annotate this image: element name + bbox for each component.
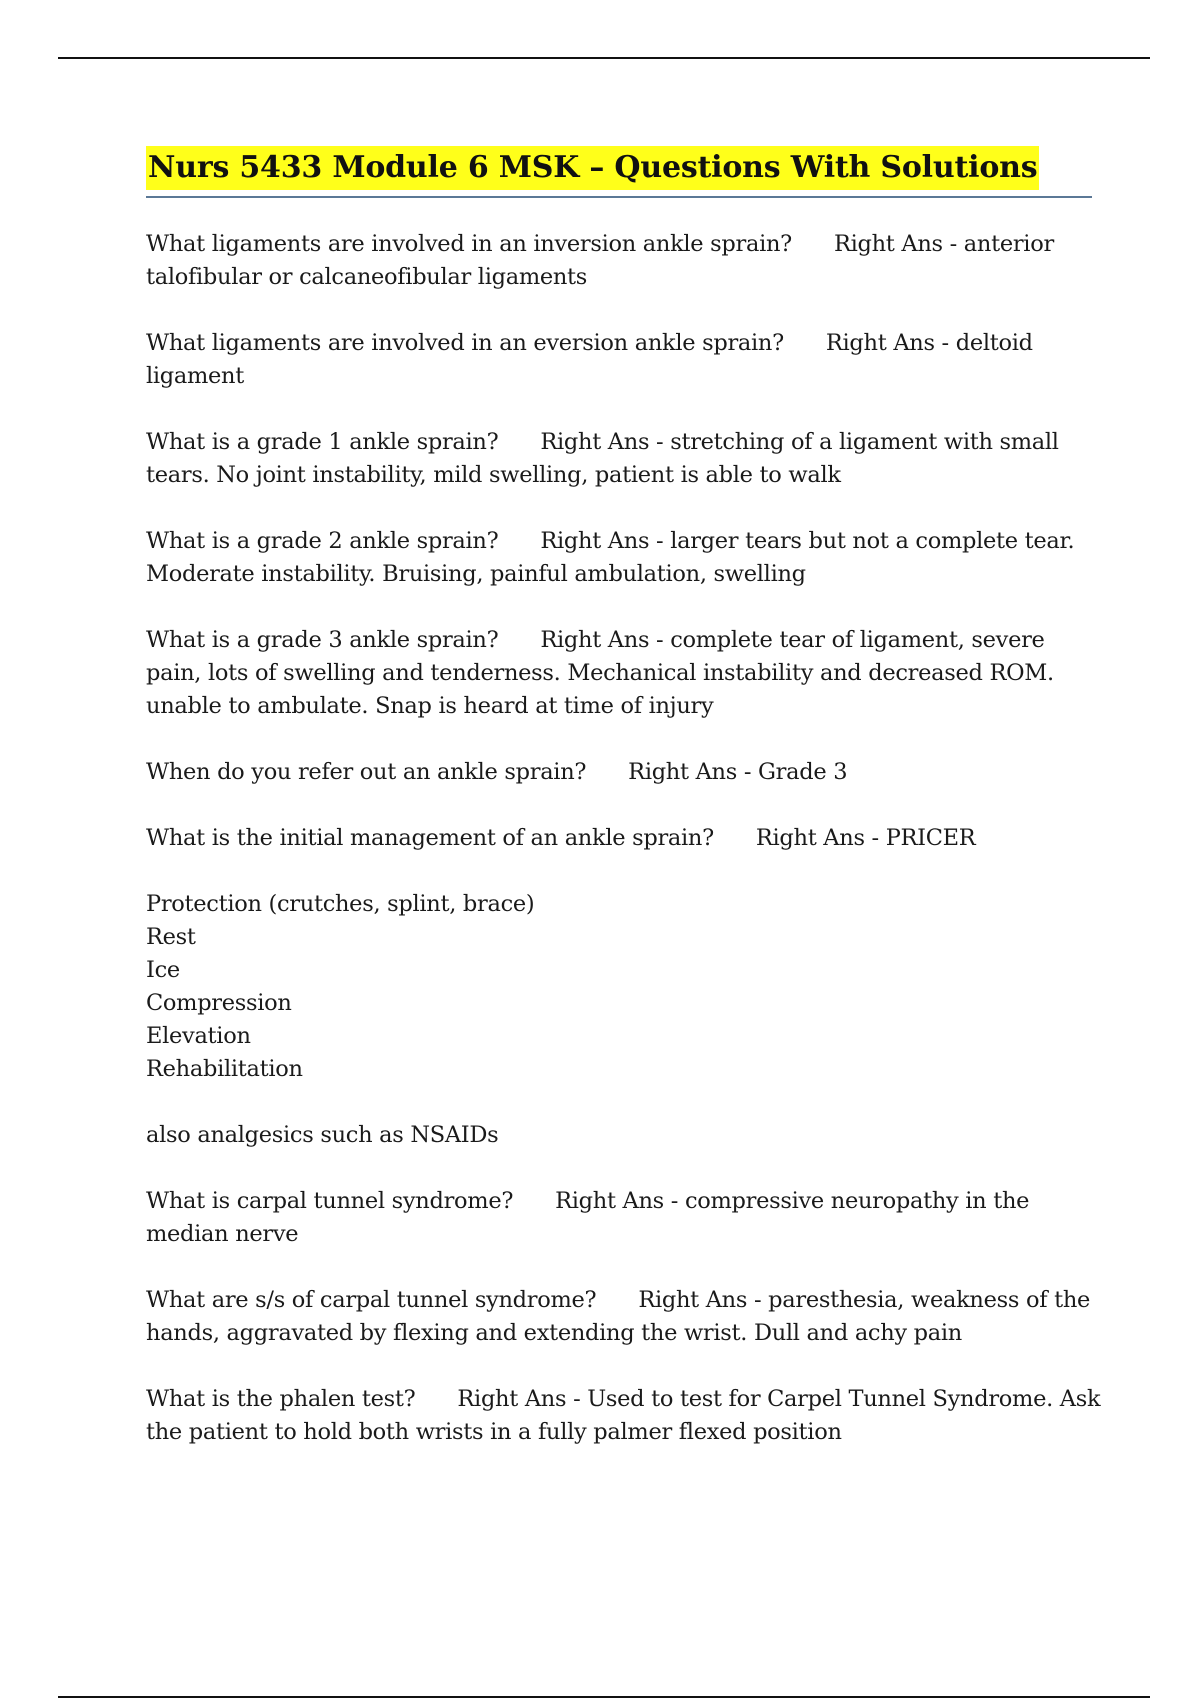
qa-item: [146, 756, 1106, 789]
qa-item: [146, 822, 1106, 855]
answer-text: complete tear of ligament, severe pain, lots of swelling and tenderness. Mechanical instability and decreased ROM. unable to ambulate. Snap is heard at time of injury: [146, 627, 1054, 719]
question-text: What is a grade 2 ankle sprain?: [146, 528, 499, 554]
qa-item: [146, 228, 1106, 294]
answer-text: compressive neuropathy in the median nerve: [146, 1188, 1030, 1247]
answer-label: Right Ans -: [555, 1188, 679, 1214]
title-underline: [146, 196, 1092, 198]
document-body: [146, 146, 1106, 1482]
question-text: What is the phalen test?: [146, 1386, 416, 1412]
answer-text: paresthesia, weakness of the hands, aggravated by flexing and extending the wrist. Dull and achy pain: [146, 1287, 1091, 1346]
page-bottom-rule: [58, 1696, 1150, 1698]
question-text: What is carpal tunnel syndrome?: [146, 1188, 514, 1214]
question-text: What are s/s of carpal tunnel syndrome?: [146, 1287, 597, 1313]
qa-item: [146, 1383, 1106, 1449]
question-text: When do you refer out an ankle sprain?: [146, 759, 587, 785]
answer-label: Right Ans -: [755, 825, 879, 851]
answer-label: Right Ans -: [833, 231, 957, 257]
question-text: What is a grade 3 ankle sprain?: [146, 627, 499, 653]
answer-label: Right Ans -: [540, 528, 664, 554]
answer-label: Right Ans -: [540, 627, 664, 653]
qa-list-ankle: [146, 228, 1106, 855]
pricer-item: Rehabilitation: [146, 1056, 303, 1082]
document-title: Nurs 5433 Module 6 MSK – Questions With Solutions: [146, 146, 1039, 190]
answer-label: Right Ans -: [628, 759, 752, 785]
qa-item: [146, 525, 1106, 591]
answer-text: PRICER: [885, 825, 976, 851]
pricer-item: Ice: [146, 957, 180, 983]
question-text: What is the initial management of an ankle sprain?: [146, 825, 714, 851]
answer-text: stretching of a ligament with small tears. No joint instability, mild swelling, patient is able to walk: [146, 429, 1059, 488]
qa-item: [146, 1284, 1106, 1350]
pricer-item: Protection (crutches, splint, brace): [146, 891, 535, 917]
answer-label: Right Ans -: [540, 429, 664, 455]
answer-label: Right Ans -: [825, 330, 949, 356]
pricer-note: also analgesics such as NSAIDs: [146, 1122, 499, 1148]
pricer-item: Compression: [146, 990, 292, 1016]
pricer-list: [146, 888, 1106, 1086]
qa-item: [146, 426, 1106, 492]
answer-text: deltoid ligament: [146, 330, 1033, 389]
qa-list-carpal: [146, 1185, 1106, 1449]
question-text: What ligaments are involved in an eversion ankle sprain?: [146, 330, 784, 356]
answer-text: Grade 3: [758, 759, 848, 785]
qa-item: [146, 1185, 1106, 1251]
pricer-item: Rest: [146, 924, 196, 950]
answer-label: Right Ans -: [457, 1386, 581, 1412]
answer-text: larger tears but not a complete tear. Moderate instability. Bruising, painful ambulation, swelling: [146, 528, 1075, 587]
pricer-item: Elevation: [146, 1023, 251, 1049]
answer-text: anterior talofibular or calcaneofibular ligaments: [146, 231, 1054, 290]
question-text: What is a grade 1 ankle sprain?: [146, 429, 499, 455]
question-text: What ligaments are involved in an inversion ankle sprain?: [146, 231, 792, 257]
answer-text: Used to test for Carpel Tunnel Syndrome. Ask the patient to hold both wrists in a fully palmer flexed position: [146, 1386, 1101, 1445]
qa-item: [146, 327, 1106, 393]
page-top-rule: [58, 57, 1150, 59]
qa-item: [146, 624, 1106, 723]
answer-label: Right Ans -: [638, 1287, 762, 1313]
